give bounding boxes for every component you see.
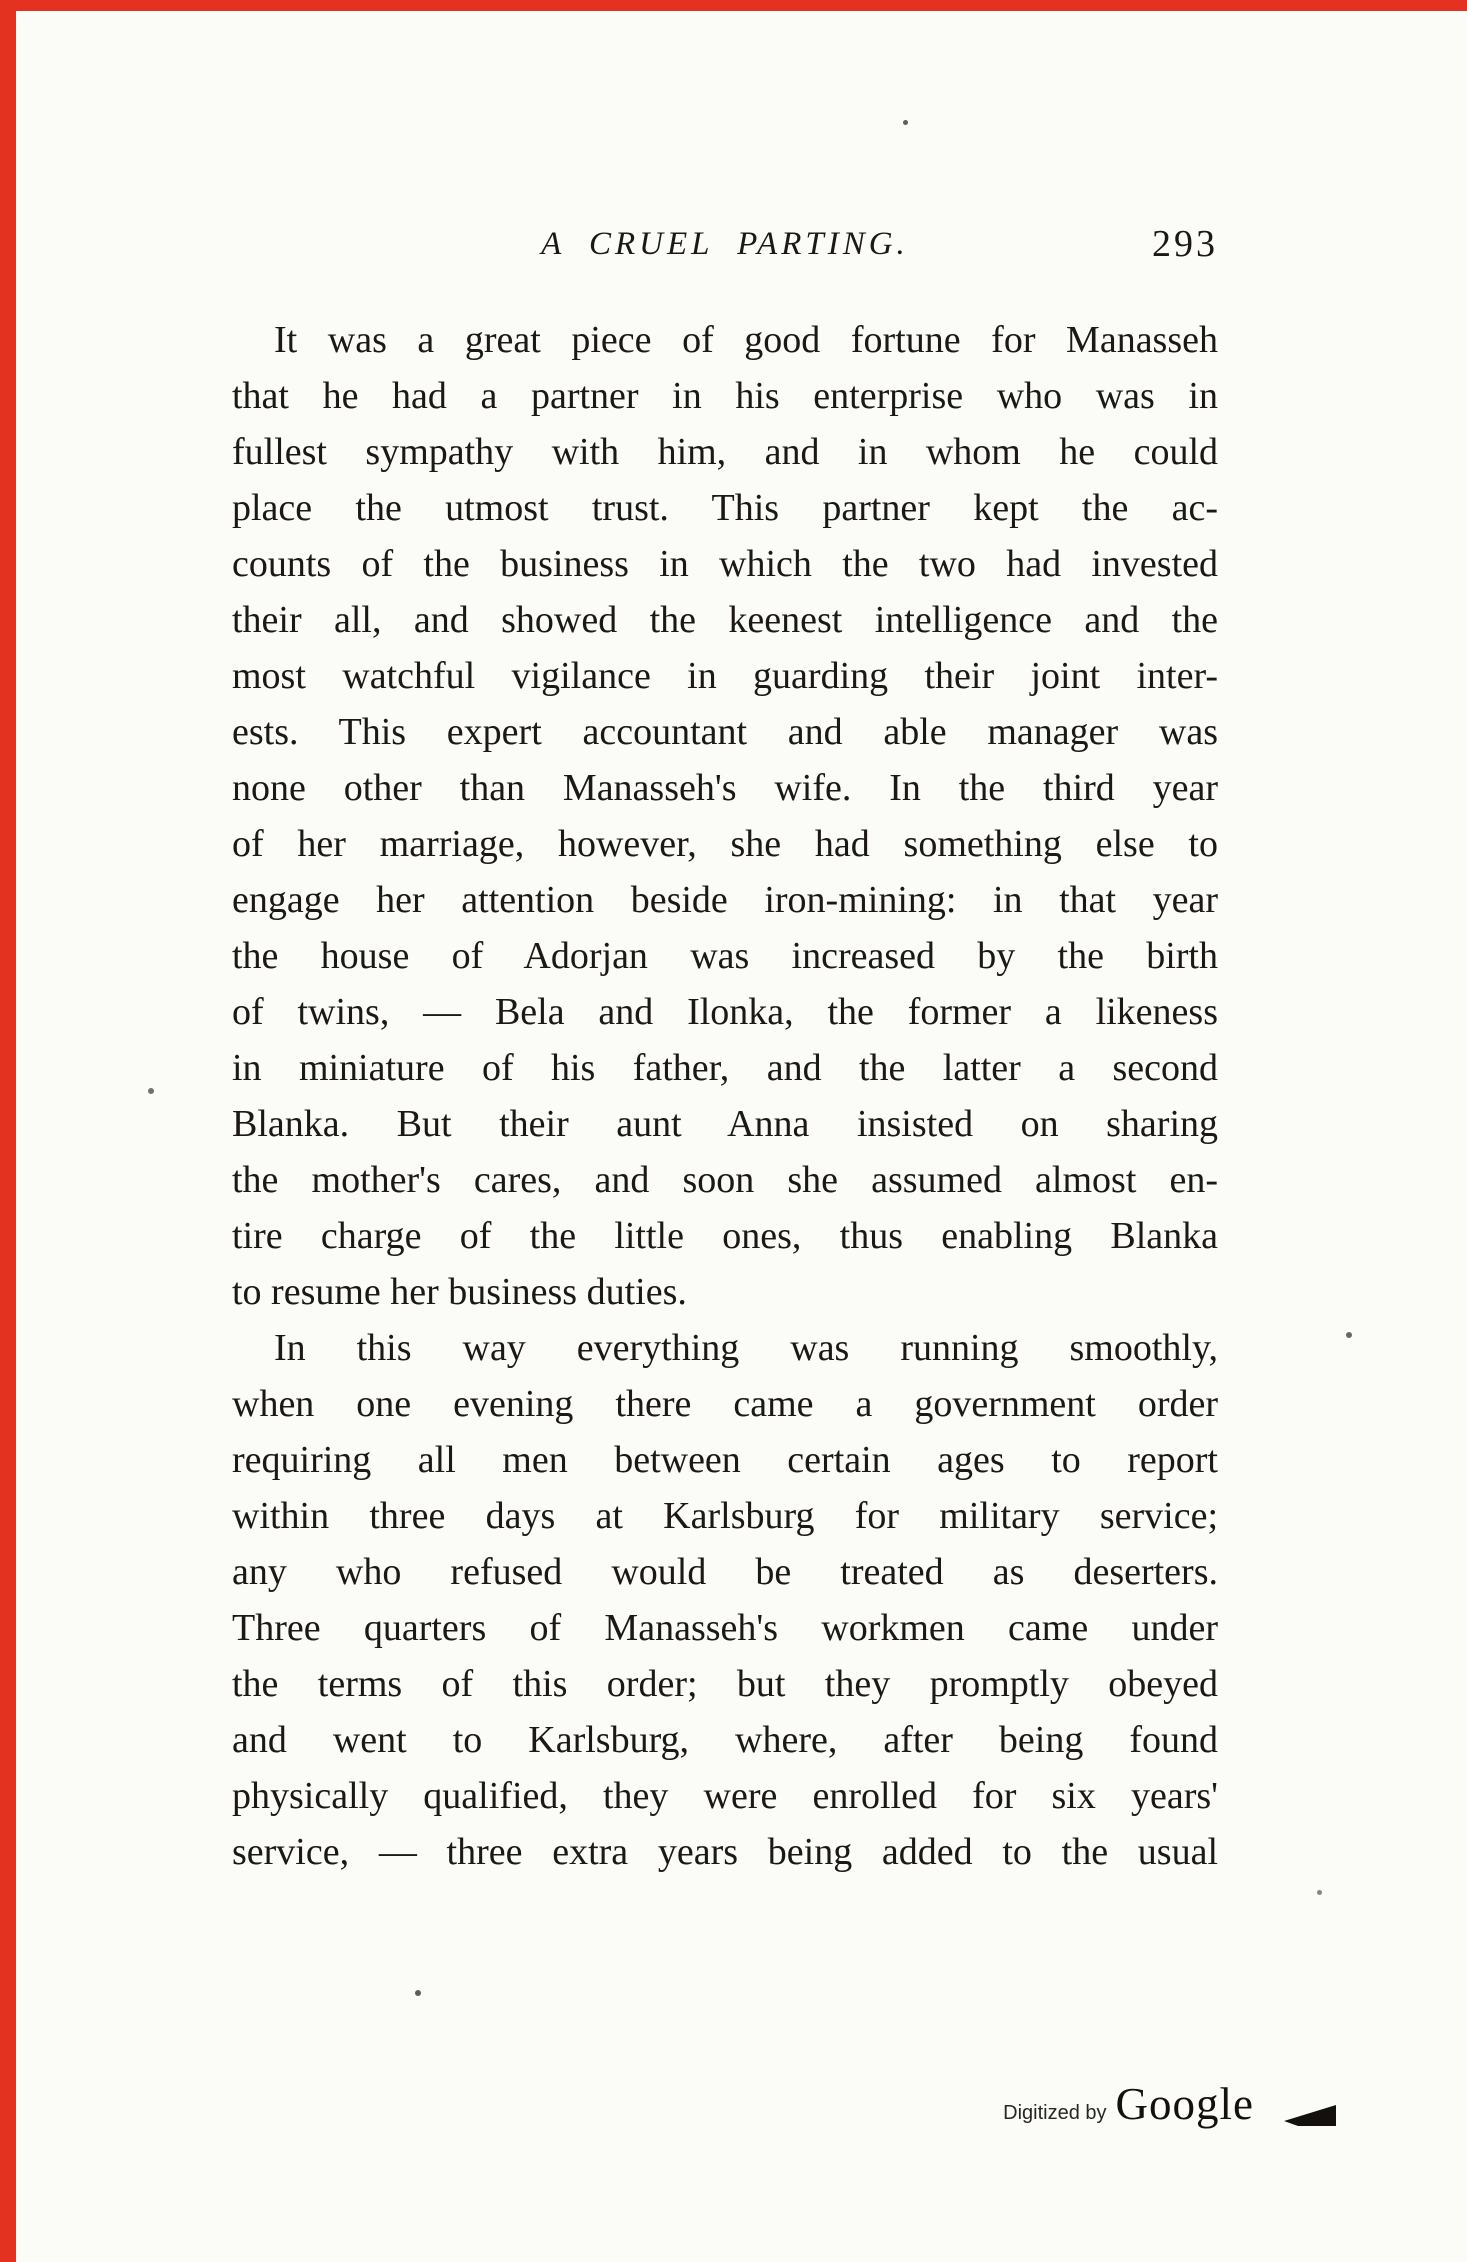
text-line: the house of Adorjan was increased by the birth <box>232 935 1218 977</box>
text-line: of twins, — Bela and Ilonka, the former a likeness <box>232 991 1218 1033</box>
text-line: counts of the business in which the two had invested <box>232 543 1218 585</box>
text-line: Blanka. But their aunt Anna insisted on sharing <box>232 1103 1218 1145</box>
scan-speck <box>903 120 908 125</box>
page-footer <box>1003 2078 1254 2130</box>
text-line: the terms of this order; but they promptly obeyed <box>232 1663 1218 1705</box>
text-line: engage her attention beside iron-mining: in that year <box>232 879 1218 921</box>
text-line: their all, and showed the keenest intelligence and the <box>232 599 1218 641</box>
page-number: 293 <box>1152 223 1218 265</box>
text-line: to resume her business duties. <box>232 1271 687 1313</box>
text-line: that he had a partner in his enterprise who was in <box>232 375 1218 417</box>
page-body <box>232 312 1218 1880</box>
text-line: when one evening there came a government order <box>232 1383 1218 1425</box>
scan-edge-left <box>0 0 16 2262</box>
text-line: In this way everything was running smoothly, <box>274 1327 1218 1369</box>
text-line: and went to Karlsburg, where, after being found <box>232 1719 1218 1761</box>
google-logo: Google <box>1115 2079 1254 2129</box>
running-title: A CRUEL PARTING. <box>541 226 909 262</box>
text-line: within three days at Karlsburg for military service; <box>232 1495 1218 1537</box>
text-line: physically qualified, they were enrolled for six years' <box>232 1775 1218 1817</box>
scan-speck <box>1317 1890 1322 1895</box>
text-line: ests. This expert accountant and able manager was <box>232 711 1218 753</box>
text-line: It was a great piece of good fortune for Manasseh <box>274 319 1218 361</box>
scan-speck <box>1346 1332 1352 1338</box>
text-line: tire charge of the little ones, thus enabling Blanka <box>232 1215 1218 1257</box>
text-line: of her marriage, however, she had something else to <box>232 823 1218 865</box>
scan-speck <box>148 1088 154 1094</box>
text-line: place the utmost trust. This partner kept the ac- <box>232 487 1218 529</box>
digitized-by-label: Digitized by <box>1003 2102 1107 2124</box>
text-line: most watchful vigilance in guarding their joint inter- <box>232 655 1218 697</box>
text-line: service, — three extra years being added to the usual <box>232 1831 1218 1873</box>
text-line: the mother's cares, and soon she assumed almost en- <box>232 1159 1218 1201</box>
text-line: requiring all men between certain ages to report <box>232 1439 1218 1481</box>
ink-mark-icon <box>1284 2104 1336 2128</box>
text-line: in miniature of his father, and the latter a second <box>232 1047 1218 1089</box>
scan-speck <box>415 1990 421 1996</box>
page-header <box>232 223 1218 276</box>
paragraph <box>232 1320 1218 1880</box>
paragraph <box>232 312 1218 1320</box>
text-line: none other than Manasseh's wife. In the third year <box>232 767 1218 809</box>
scan-edge-top <box>0 0 1467 11</box>
text-line: any who refused would be treated as deserters. <box>232 1551 1218 1593</box>
text-line: Three quarters of Manasseh's workmen came under <box>232 1607 1218 1649</box>
text-line: fullest sympathy with him, and in whom he could <box>232 431 1218 473</box>
